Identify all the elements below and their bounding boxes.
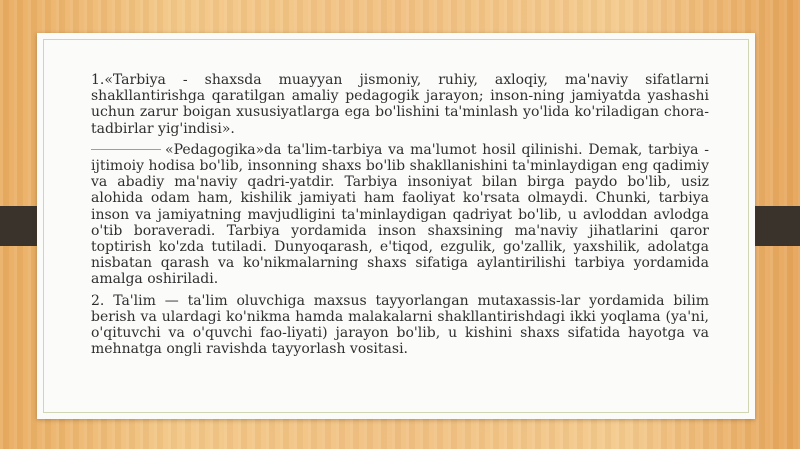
slide-text-body bbox=[91, 72, 709, 362]
indent-rule bbox=[91, 149, 161, 150]
paragraph-talim-definition: 2. Ta'lim — ta'lim oluvchiga maxsus tayyorlangan mutaxassis-lar yordamida bilim berish va ulardagi ko'nikma hamda malakalarni shakllantirishdagi ikki yoqlama (ya'ni, o'qituvchi va o'quvchi fao-liyati) jarayon bo'lib, u kishini shaxs sifatida hayotga va mehnatga ongli ravishda tayyorlash vositasi. bbox=[91, 292, 709, 358]
paragraph-tarbiya-definition: 1.«Tarbiya - shaxsda muayyan jismoniy, ruhiy, axloqiy, ma'naviy sifatlarni shakllantirishga qaratilgan amaliy pedagogik jarayon; inson-ning jamiyatda yashashi uchun zarur boigan xususiyatlarga ega bo'lishini ta'minlash yo'lida ko'riladigan chora-tadbirlar yig'indisi». bbox=[91, 72, 709, 137]
paragraph-pedagogika-text: «Pedagogika»da ta'lim-tarbiya va ma'lumot hosil qilinishi. Demak, tarbiya - ijtimoiy hodisa bo'lib, insonning shaxs bo'lib shakllanishini ta'minlaydigan eng qadimiy va abadiy ma'naviy qadri-yatdir. Tarbiya insoniyat bilan birga paydo bo'lib, usiz alohida odam ham, kishilik jamiyati ham faoliyat ko'rsata olmaydi. Chunki, tarbiya inson va jamiyatning mavjudligini ta'minlaydigan qadriyat bo'lib, u avloddan avlodga o'tib boraveradi. Tarbiya yordamida inson shaxsining ma'naviy jihatlarini qaror toptirish ko'zda tutiladi. Dunyoqarash, e'tiqod, ezgulik, go'zallik, yaxshilik, adolatga nisbatan qarash va ko'nikmalarning shaxs sifatiga aylantirilishi tarbiya yordamida amalga oshiriladi. bbox=[91, 141, 709, 288]
right-accent-bar bbox=[755, 206, 800, 246]
paragraph-pedagogika bbox=[91, 142, 709, 288]
